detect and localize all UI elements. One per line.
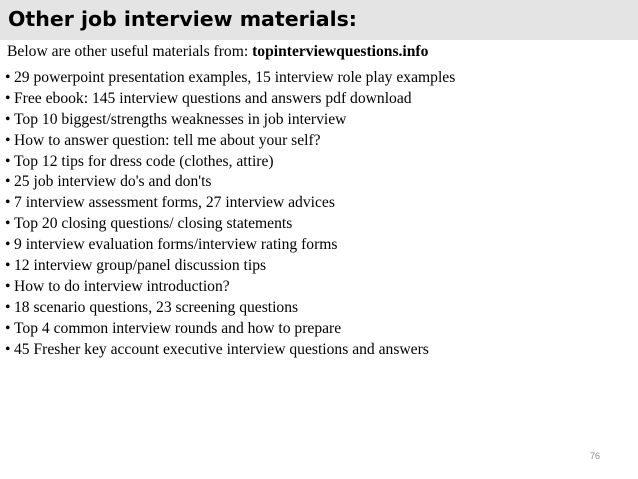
list-item-text: 18 scenario questions, 23 screening questions <box>14 298 299 316</box>
list-item <box>5 193 455 214</box>
bullet-icon: • <box>5 152 11 170</box>
page-number: 76 <box>589 451 600 461</box>
bullet-icon: • <box>5 236 11 254</box>
bullet-icon: • <box>5 298 11 316</box>
bullet-icon: • <box>5 215 11 233</box>
list-item <box>5 89 455 110</box>
bullet-icon: • <box>5 277 11 295</box>
list-item-text: Top 12 tips for dress code (clothes, attire) <box>14 152 274 170</box>
list-item-text: 29 powerpoint presentation examples, 15 interview role play examples <box>14 69 456 86</box>
bullet-icon: • <box>5 131 11 149</box>
list-item-text: 25 job interview do's and don'ts <box>14 173 212 191</box>
materials-list <box>5 68 455 360</box>
slide-title: Other job interview materials: <box>8 7 357 31</box>
list-item <box>5 256 455 277</box>
intro-prefix: Below are other useful materials from: <box>7 43 253 60</box>
intro-site-name: topinterviewquestions.info <box>252 43 429 60</box>
bullet-icon: • <box>5 319 11 337</box>
bullet-icon: • <box>5 257 11 275</box>
bullet-icon: • <box>5 110 11 128</box>
bullet-icon: • <box>5 194 11 212</box>
list-item <box>5 340 455 361</box>
list-item-text: Free ebook: 145 interview questions and answers pdf download <box>14 89 412 107</box>
title-bar <box>0 0 638 40</box>
list-item-text: Top 4 common interview rounds and how to prepare <box>14 319 342 337</box>
intro-text <box>7 42 428 62</box>
bullet-icon: • <box>5 69 11 86</box>
list-item <box>5 68 455 89</box>
bullet-icon: • <box>5 173 11 191</box>
list-item <box>5 319 455 340</box>
list-item <box>5 298 455 319</box>
bullet-icon: • <box>5 89 11 107</box>
list-item-text: 9 interview evaluation forms/interview rating forms <box>14 236 338 254</box>
list-item <box>5 152 455 173</box>
list-item <box>5 235 455 256</box>
list-item-text: How to do interview introduction? <box>14 277 230 295</box>
list-item-text: Top 10 biggest/strengths weaknesses in job interview <box>14 110 347 128</box>
list-item <box>5 214 455 235</box>
list-item <box>5 277 455 298</box>
list-item-text: Top 20 closing questions/ closing statements <box>14 215 293 233</box>
list-item-text: 45 Fresher key account executive interview questions and answers <box>14 340 429 358</box>
bullet-icon: • <box>5 340 11 358</box>
list-item-text: How to answer question: tell me about your self? <box>14 131 321 149</box>
list-item <box>5 131 455 152</box>
list-item <box>5 172 455 193</box>
list-item <box>5 110 455 131</box>
list-item-text: 7 interview assessment forms, 27 interview advices <box>14 194 335 212</box>
list-item-text: 12 interview group/panel discussion tips <box>14 257 267 275</box>
